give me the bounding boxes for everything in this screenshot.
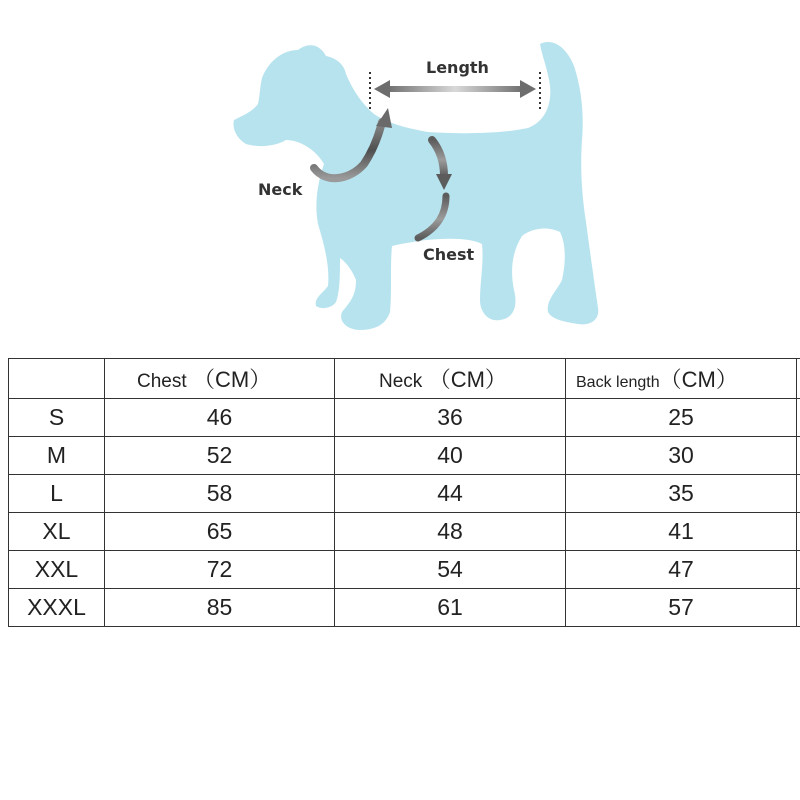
measurement-diagram (0, 0, 800, 345)
neck-label: Neck (258, 180, 303, 199)
header-back-unit: （CM） (659, 367, 738, 392)
length-arrow (374, 80, 536, 98)
table-row (9, 475, 800, 513)
neck-cell: 48 (335, 513, 566, 551)
neck-cell: 36 (335, 399, 566, 437)
table-row (9, 437, 800, 475)
length-label: Length (426, 58, 489, 77)
back-length-cell: 35 (566, 475, 797, 513)
neck-cell: 44 (335, 475, 566, 513)
table-row (9, 551, 800, 589)
chest-cell: 46 (105, 399, 335, 437)
back-length-cell: 47 (566, 551, 797, 589)
table-row (9, 399, 800, 437)
header-back-label: Back length (576, 374, 660, 391)
header-neck-label: Neck (379, 371, 423, 392)
chest-cell: 85 (105, 589, 335, 627)
size-cell: S (9, 399, 105, 437)
size-cell: L (9, 475, 105, 513)
neck-cell: 61 (335, 589, 566, 627)
size-cell: XXXL (9, 589, 105, 627)
header-chest-label: Chest (137, 371, 187, 392)
extra-cell (797, 399, 800, 437)
table-row (9, 589, 800, 627)
extra-cell (797, 475, 800, 513)
extra-cell (797, 513, 800, 551)
header-chest (105, 359, 335, 399)
chest-label: Chest (423, 245, 475, 264)
back-length-cell: 30 (566, 437, 797, 475)
table-row (9, 513, 800, 551)
extra-cell (797, 551, 800, 589)
back-length-cell: 57 (566, 589, 797, 627)
header-neck-unit: （CM） (428, 367, 507, 392)
header-chest-unit: （CM） (193, 367, 272, 392)
size-cell: M (9, 437, 105, 475)
header-extra (797, 359, 800, 399)
back-length-cell: 41 (566, 513, 797, 551)
chest-cell: 52 (105, 437, 335, 475)
header-back-length (566, 359, 797, 399)
header-size (9, 359, 105, 399)
chest-cell: 58 (105, 475, 335, 513)
chest-cell: 72 (105, 551, 335, 589)
table-header-row (9, 359, 800, 399)
header-neck (335, 359, 566, 399)
chest-cell: 65 (105, 513, 335, 551)
dog-silhouette-illustration (0, 0, 800, 345)
size-cell: XXL (9, 551, 105, 589)
neck-cell: 54 (335, 551, 566, 589)
extra-cell (797, 437, 800, 475)
extra-cell (797, 589, 800, 627)
neck-cell: 40 (335, 437, 566, 475)
back-length-cell: 25 (566, 399, 797, 437)
size-chart-table (8, 358, 800, 627)
size-cell: XL (9, 513, 105, 551)
